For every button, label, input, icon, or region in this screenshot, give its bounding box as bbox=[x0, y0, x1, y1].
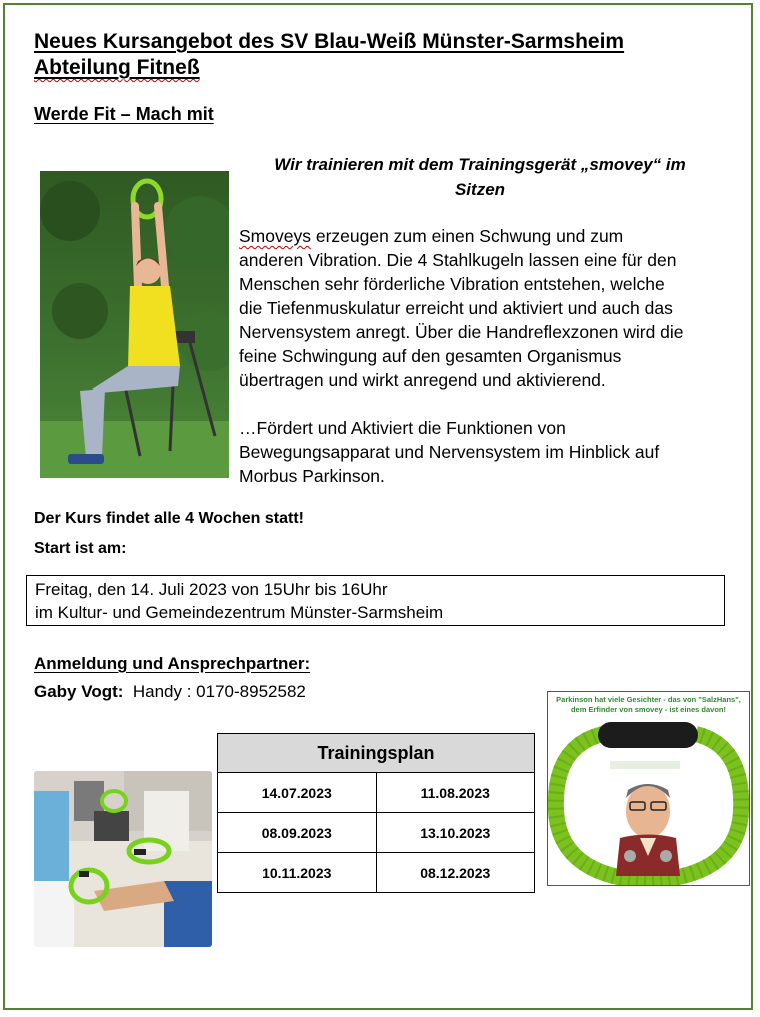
ad-caption: Parkinson hat viele Gesichter - das von "SalzHans", dem Erfinder von smovey - ist eines davon! bbox=[556, 695, 741, 714]
benefits-paragraph: …Fördert und Aktiviert die Funktionen von Bewegungsapparat und Nervensystem im Hinblick auf Morbus Parkinson. bbox=[239, 418, 660, 486]
course-frequency: Der Kurs findet alle 4 Wochen statt! bbox=[34, 510, 304, 527]
plan-date: 08.09.2023 bbox=[218, 813, 377, 853]
table-row bbox=[218, 853, 535, 893]
intro-paragraph: Smoveys erzeugen zum einen Schwung und zum anderen Vibration. Die 4 Stahlkugeln lassen eine für den Menschen sehr förderliche Vibration entstehen, welche die Tiefenmuskulatur erreicht und aktiviert und auch das Nervensystem anregt. Über die Handreflexzonen wird die feine Schwingung auf den gesamten Organismus übertragen und wirkt anregend und aktivierend. bbox=[239, 226, 684, 390]
contact-line bbox=[34, 682, 306, 702]
start-label: Start ist am: bbox=[34, 540, 127, 557]
plan-date: 14.07.2023 bbox=[218, 773, 377, 813]
training-plan-title: Trainingsplan bbox=[218, 734, 535, 773]
contact-name: Gaby Vogt: bbox=[34, 682, 124, 701]
table-row bbox=[218, 813, 535, 853]
training-plan-table bbox=[217, 733, 535, 893]
table-row bbox=[218, 773, 535, 813]
page-title: Neues Kursangebot des SV Blau-Weiß Münster-Sarmsheim Abteilung Fitneß bbox=[34, 30, 625, 79]
plan-date: 11.08.2023 bbox=[376, 773, 535, 813]
plan-date: 08.12.2023 bbox=[376, 853, 535, 893]
woman-smovey-photo bbox=[40, 171, 229, 478]
plan-date: 10.11.2023 bbox=[218, 853, 377, 893]
contact-phone: Handy : 0170-8952582 bbox=[132, 682, 306, 701]
smovey-inventor-ad bbox=[547, 691, 750, 886]
group-training-photo bbox=[34, 771, 212, 947]
intro-heading: Wir trainieren mit dem Trainingsgerät „smovey“ im Sitzen bbox=[274, 155, 686, 199]
date-line: Freitag, den 14. Juli 2023 von 15Uhr bis 16Uhr bbox=[35, 580, 388, 599]
date-location-box bbox=[26, 575, 725, 626]
subtitle: Werde Fit – Mach mit bbox=[34, 104, 214, 124]
contact-heading: Anmeldung und Ansprechpartner: bbox=[34, 654, 311, 673]
plan-date: 13.10.2023 bbox=[376, 813, 535, 853]
location-line: im Kultur- und Gemeindezentrum Münster-Sarmsheim bbox=[35, 603, 444, 622]
